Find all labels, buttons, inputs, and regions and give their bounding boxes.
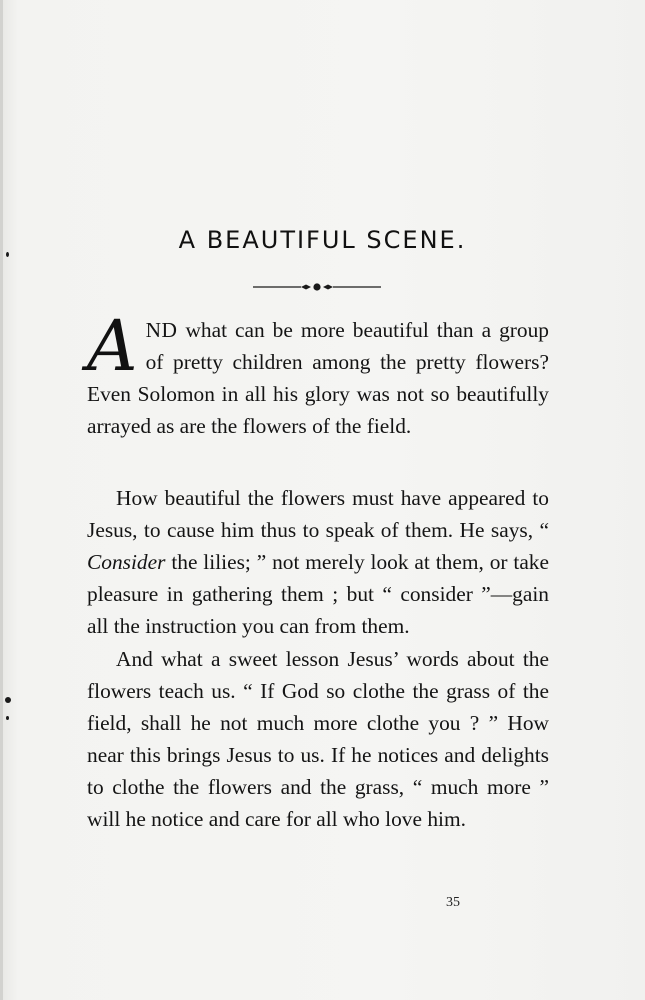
emphasis-consider: Consider (87, 550, 166, 574)
edge-dot-mark (6, 716, 9, 720)
edge-dot-mark (5, 697, 11, 703)
paragraph-2-text-end: the lilies; ” not merely look at them, or take pleasure in gathering them ; but “ consider ”—gain all the instruction you can from them. (87, 550, 549, 638)
paragraph-3-text: And what a sweet lesson Jesus’ words about the flowers teach us. “ If God so clothe the grass of the field, shall he not much more clothe you ? ” How near this brings Jesus to us. If he notices and delights to clothe the flowers and the grass, “ much more ” will he notice and care for all who love him. (87, 647, 549, 831)
lead-word: ND (145, 318, 178, 342)
body-text (87, 305, 549, 835)
drop-cap: A (87, 305, 138, 387)
paragraph-1-text: what can be more beautiful than a group of pretty children among the pretty flowers? Even Solomon in all his glory was not so beautifully arrayed as are the flowers of the field. (87, 318, 549, 438)
paragraph-3 (87, 642, 549, 835)
ornament-divider (253, 280, 381, 294)
paragraph-1 (87, 305, 549, 474)
paragraph-2-text-start: How beautiful the flowers must have appeared to Jesus, to cause him thus to speak of them. He says, “ (87, 486, 549, 542)
paragraph-2 (87, 474, 549, 642)
page-number: 35 (446, 895, 460, 910)
chapter-title: A BEAUTIFUL SCENE. (178, 226, 467, 254)
page-left-edge (0, 0, 3, 1000)
